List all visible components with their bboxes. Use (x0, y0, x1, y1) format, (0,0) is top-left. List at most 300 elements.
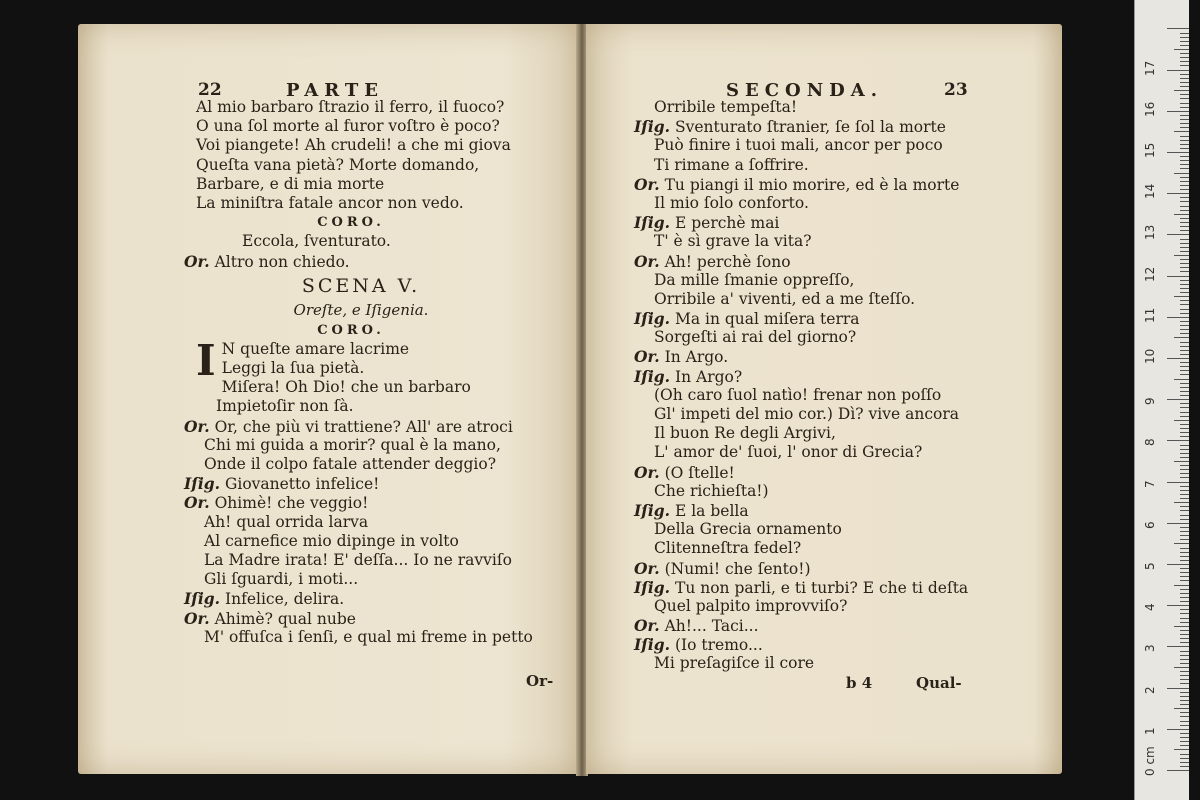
right-text-block (634, 98, 1054, 674)
line-text: N queſte amare lacrime (221, 339, 410, 358)
coro-line: Eccola, ſventurato. (242, 232, 391, 251)
ruler-tick (1180, 766, 1189, 767)
ruler-tick (1180, 613, 1189, 614)
line-text: Ah! qual orrida larva (204, 512, 369, 531)
dialogue-line (634, 290, 1054, 309)
ruler-tick (1180, 127, 1189, 128)
ruler-label: 1 (1143, 727, 1157, 735)
dialogue-line (634, 559, 1054, 578)
text-line (196, 117, 566, 136)
ruler-tick (1180, 601, 1189, 602)
speaker-label: Or. (634, 462, 660, 482)
ruler-tick (1180, 432, 1189, 433)
ruler-tick (1180, 745, 1189, 746)
line-text: Da mille ſmanie oppreſſo, (654, 270, 855, 289)
dialogue-line (634, 175, 1054, 194)
dialogue-line (634, 539, 1054, 558)
ruler-tick (1167, 770, 1189, 771)
ruler-tick (1167, 70, 1189, 71)
ruler-tick (1180, 465, 1189, 466)
ruler-tick (1180, 86, 1189, 87)
ruler-tick (1180, 362, 1189, 363)
ruler-tick (1180, 333, 1189, 334)
ruler-tick (1180, 548, 1189, 549)
dialogue-line (634, 424, 1054, 443)
line-text: Quel palpito improvviſo? (654, 596, 848, 615)
line-text: Mi preſagiſce il core (654, 654, 815, 673)
line-text: Or, che più vi trattiene? All' are atroci (214, 417, 513, 436)
ruler-label: 9 (1143, 397, 1157, 406)
dialogue-line (184, 513, 566, 532)
ruler-tick (1180, 589, 1189, 590)
ruler-tick (1174, 543, 1189, 544)
dialogue-line (184, 628, 566, 647)
dialogue-line (634, 405, 1054, 424)
ruler-tick (1167, 482, 1189, 483)
ruler-tick (1174, 502, 1189, 503)
ruler-tick (1180, 704, 1189, 705)
line-text: Leggi la ſua pietà. (221, 359, 365, 378)
ruler-tick (1174, 255, 1189, 256)
line-text: Sventurato ſtranier, ſe ſol la morte (674, 118, 946, 137)
dialogue-line (634, 117, 1054, 136)
ruler-tick (1180, 239, 1189, 240)
speaker-label: Iſig. (634, 500, 671, 520)
line-text: O una ſol morte al furor voſtro è poco? (196, 117, 500, 136)
ruler-tick (1174, 90, 1189, 91)
left-dialogue (184, 417, 566, 647)
ruler-tick (1180, 263, 1189, 264)
ruler-tick (1180, 453, 1189, 454)
line-text: Ahimè? qual nube (214, 609, 356, 628)
ruler-tick (1180, 634, 1189, 635)
ruler-tick (1180, 82, 1189, 83)
dialogue-line (634, 443, 1054, 462)
ruler-tick (1180, 168, 1189, 169)
left-page (78, 24, 578, 774)
line-text: Impietoſir non ſà. (216, 397, 354, 416)
ruler-tick (1180, 679, 1189, 680)
ruler-tick (1180, 288, 1189, 289)
speaker-label: Or. (634, 616, 660, 636)
ruler-tick (1180, 115, 1189, 116)
dialogue-line (184, 589, 566, 608)
ruler-tick (1174, 131, 1189, 132)
dialogue-line (184, 551, 566, 570)
dialogue-line (634, 578, 1054, 597)
ruler-tick (1180, 671, 1189, 672)
ruler-tick (1180, 53, 1189, 54)
speaker-label: Or. (184, 251, 210, 271)
dialogue-line (634, 616, 1054, 635)
ruler-tick (1180, 737, 1189, 738)
ruler-tick (1180, 210, 1189, 211)
ruler-label: 7 (1143, 479, 1157, 488)
left-verse-lines (196, 98, 566, 213)
ruler-tick (1180, 733, 1189, 734)
ruler-tick (1180, 119, 1189, 120)
line-text: Ma in qual miſera terra (674, 310, 860, 329)
ruler-tick (1180, 74, 1189, 75)
ruler-tick (1167, 152, 1189, 153)
right-page-number: 23 (944, 80, 968, 100)
ruler-tick (1180, 218, 1189, 219)
line-text: Il buon Re degli Argivi, (654, 424, 836, 443)
ruler-tick (1174, 585, 1189, 586)
ruler-tick (1180, 280, 1189, 281)
speech-line (184, 252, 566, 271)
ruler-tick (1180, 251, 1189, 252)
ruler-label: 3 (1143, 644, 1157, 653)
ruler-tick (1180, 350, 1189, 351)
ruler-tick (1174, 296, 1189, 297)
line-text: Ah!... Taci... (664, 617, 759, 636)
dialogue-line (184, 455, 566, 474)
text-line (196, 98, 566, 117)
ruler-tick (1180, 449, 1189, 450)
dialogue-line (634, 213, 1054, 232)
ruler-tick (1167, 234, 1189, 235)
ruler-tick (1180, 469, 1189, 470)
ruler-tick (1174, 749, 1189, 750)
ruler-tick (1180, 197, 1189, 198)
ruler-tick (1180, 98, 1189, 99)
ruler-tick (1180, 395, 1189, 396)
line-text: Al mio barbaro ſtrazio il ferro, il fuoco? (196, 98, 505, 116)
ruler-tick (1180, 642, 1189, 643)
speech-text: Altro non chiedo. (214, 252, 350, 271)
speaker-label: Or. (634, 558, 660, 578)
dialogue-line (634, 232, 1054, 251)
left-catchword: Or- (526, 672, 554, 690)
speaker-label: Or. (634, 251, 660, 271)
verse-block (196, 335, 566, 417)
ruler-tick (1180, 300, 1189, 301)
speaker-label: Iſig. (634, 635, 671, 655)
ruler-tick (1180, 683, 1189, 684)
line-text: La Madre irata! E' deſſa... Io ne ravviſo (204, 550, 512, 569)
ruler-tick (1180, 321, 1189, 322)
ruler-tick (1180, 61, 1189, 62)
speaker-label: Iſig. (634, 117, 671, 137)
ruler-tick (1180, 494, 1189, 495)
ruler-label: 10 (1143, 348, 1157, 364)
ruler-tick (1180, 136, 1189, 137)
ruler-tick (1174, 49, 1189, 50)
ruler-tick (1167, 688, 1189, 689)
text-line (196, 397, 566, 416)
line-text: In Argo. (664, 348, 729, 367)
dialogue-line (634, 635, 1054, 654)
ruler-tick (1180, 609, 1189, 610)
dialogue-line (634, 309, 1054, 328)
ruler-tick (1180, 519, 1189, 520)
dialogue-line (634, 654, 1054, 673)
line-text: Sorgeſti ai rai del giorno? (654, 328, 857, 347)
line-text: E la bella (674, 501, 749, 520)
line-text: Può finire i tuoi mali, ancor per poco (654, 136, 943, 155)
ruler-tick (1180, 284, 1189, 285)
ruler-label: 4 (1143, 603, 1157, 612)
dialogue-line (184, 532, 566, 551)
ruler-tick (1180, 57, 1189, 58)
ruler-tick (1180, 473, 1189, 474)
ruler-tick (1180, 572, 1189, 573)
ruler-tick (1180, 41, 1189, 42)
ruler-label: 8 (1143, 438, 1157, 447)
line-text: T' è sì grave la vita? (654, 232, 812, 251)
ruler-tick (1180, 374, 1189, 375)
line-text: Gli ſguardi, i moti... (204, 570, 359, 589)
line-text: In Argo? (674, 367, 743, 386)
line-text: Ah! perchè ſono (664, 252, 791, 271)
line-text: Miſera! Oh Dio! che un barbaro (221, 378, 471, 397)
ruler-label: 17 (1143, 60, 1157, 76)
line-text: Voi piangete! Ah crudeli! a che mi giova (196, 136, 511, 155)
speaker-label: Iſig. (634, 213, 671, 233)
line-text: Chi mi guida a morir? qual è la mano, (204, 435, 501, 454)
ruler-tick (1180, 94, 1189, 95)
text-line (196, 340, 566, 359)
dialogue-line (184, 493, 566, 512)
ruler-tick (1180, 721, 1189, 722)
ruler-tick (1180, 45, 1189, 46)
ruler-tick (1180, 597, 1189, 598)
line-text: Giovanetto infelice! (224, 475, 380, 494)
ruler-tick (1174, 337, 1189, 338)
ruler-tick (1174, 379, 1189, 380)
ruler-tick (1180, 716, 1189, 717)
ruler-tick (1180, 618, 1189, 619)
signature-mark: b 4 (846, 674, 873, 692)
ruler-tick (1180, 498, 1189, 499)
ruler-tick (1180, 622, 1189, 623)
ruler-tick (1180, 576, 1189, 577)
ruler-tick (1180, 243, 1189, 244)
ruler-tick (1174, 214, 1189, 215)
ruler-tick (1180, 490, 1189, 491)
line-text: Tu non parli, e ti turbi? E che ti deſta (674, 578, 969, 597)
dialogue-line (634, 367, 1054, 386)
ruler-tick (1180, 762, 1189, 763)
speaker-label: Or. (634, 174, 660, 194)
coro-label: CORO. (317, 215, 385, 231)
line-text: E perchè mai (674, 214, 780, 233)
ruler-tick (1180, 663, 1189, 664)
ruler-tick (1180, 271, 1189, 272)
left-running-header: PARTE (286, 80, 384, 101)
ruler-tick (1180, 416, 1189, 417)
open-book (78, 24, 1064, 780)
line-text: Ti rimane a ſoffrire. (654, 155, 809, 174)
coro-label-2: CORO. (317, 322, 385, 338)
ruler-label: 14 (1143, 183, 1157, 200)
ruler-tick (1180, 222, 1189, 223)
dialogue-line (184, 417, 566, 436)
ruler-tick (1174, 420, 1189, 421)
line-text: Clitenneſtra fedel? (654, 539, 802, 558)
ruler-tick (1180, 445, 1189, 446)
ruler-tick (1180, 247, 1189, 248)
dialogue-line (634, 520, 1054, 539)
ruler-label: 16 (1143, 101, 1157, 117)
speaker-label: Iſig. (634, 309, 671, 329)
ruler-tick (1180, 659, 1189, 660)
ruler-tick (1180, 107, 1189, 108)
line-text: Onde il colpo fatale attender deggio? (204, 455, 497, 473)
ruler-tick (1180, 325, 1189, 326)
ruler-tick (1180, 638, 1189, 639)
ruler-tick (1180, 531, 1189, 532)
scene-characters: Oreſte, e Iſigenia. (293, 300, 429, 319)
ruler-tick (1180, 354, 1189, 355)
dialogue-line (634, 463, 1054, 482)
dialogue-line (634, 156, 1054, 175)
ruler-label: 2 (1143, 685, 1157, 694)
ruler-tick (1180, 140, 1189, 141)
text-line (196, 378, 566, 397)
ruler-tick (1180, 712, 1189, 713)
line-text: Della Grecia ornamento (654, 520, 842, 539)
ruler-tick (1180, 515, 1189, 516)
left-text-block (184, 98, 566, 647)
ruler-tick (1180, 164, 1189, 165)
ruler-tick (1180, 556, 1189, 557)
text-line (196, 136, 566, 155)
right-dialogue (634, 98, 1054, 674)
ruler-tick (1180, 696, 1189, 697)
ruler-tick (1167, 399, 1189, 400)
ruler-tick (1180, 370, 1189, 371)
line-text: Gl' impeti del mio cor.) Dì? vive ancora (654, 405, 959, 423)
text-line (196, 194, 566, 213)
dialogue-line (184, 609, 566, 628)
ruler-label: 5 (1143, 562, 1157, 570)
measurement-ruler (1134, 0, 1189, 800)
ruler-tick (1180, 651, 1189, 652)
ruler-tick (1167, 605, 1189, 606)
ruler-tick (1180, 407, 1189, 408)
ruler-tick (1180, 346, 1189, 347)
ruler-tick (1180, 593, 1189, 594)
ruler-tick (1180, 477, 1189, 478)
line-text: Al carnefice mio dipinge in volto (204, 531, 459, 550)
ruler-tick (1180, 675, 1189, 676)
ruler-tick (1180, 123, 1189, 124)
ruler-tick (1180, 181, 1189, 182)
ruler-tick (1180, 313, 1189, 314)
ruler-tick (1180, 185, 1189, 186)
ruler-tick (1180, 424, 1189, 425)
ruler-tick (1180, 65, 1189, 66)
right-page (586, 24, 1062, 774)
ruler-tick (1180, 552, 1189, 553)
ruler-tick (1180, 568, 1189, 569)
ruler-tick (1180, 230, 1189, 231)
ruler-tick (1180, 366, 1189, 367)
line-text: M' offuſca i ſenſi, e qual mi freme in petto (204, 627, 533, 646)
line-text: (Oh caro ſuol natìo! frenar non poſſo (654, 385, 942, 404)
ruler-tick (1180, 383, 1189, 384)
line-text: (Io tremo... (674, 636, 763, 655)
ruler-label: 6 (1143, 521, 1157, 529)
ruler-tick (1167, 646, 1189, 647)
dialogue-line (184, 474, 566, 493)
speaker-label: Or. (634, 347, 660, 367)
ruler-tick (1174, 708, 1189, 709)
ruler-tick (1180, 506, 1189, 507)
right-catchword: Qual- (916, 674, 962, 692)
dialogue-line (634, 347, 1054, 366)
ruler-tick (1167, 440, 1189, 441)
dialogue-line (634, 98, 1054, 117)
ruler-tick (1180, 436, 1189, 437)
ruler-tick (1180, 457, 1189, 458)
ruler-tick (1180, 486, 1189, 487)
ruler-tick (1180, 267, 1189, 268)
ruler-tick (1180, 428, 1189, 429)
ruler-tick (1174, 461, 1189, 462)
ruler-tick (1180, 33, 1189, 34)
right-running-header: SECONDA. (726, 80, 884, 101)
ruler-tick (1180, 156, 1189, 157)
speaker-label: Iſig. (184, 589, 221, 609)
ruler-tick (1167, 28, 1189, 29)
ruler-tick (1180, 148, 1189, 149)
ruler-label: 12 (1143, 266, 1157, 282)
speaker-label: Iſig. (184, 474, 221, 494)
ruler-tick (1180, 580, 1189, 581)
ruler-tick (1180, 510, 1189, 511)
ruler-tick (1180, 387, 1189, 388)
line-text: (O ſtelle! (664, 463, 735, 482)
line-text: Che richieſta!) (654, 481, 769, 500)
speaker-label: Or. (184, 608, 210, 628)
ruler-tick (1180, 304, 1189, 305)
ruler-tick (1180, 160, 1189, 161)
ruler-tick (1167, 276, 1189, 277)
ruler-tick (1180, 292, 1189, 293)
line-text: Queſta vana pietà? Morte domando, (196, 155, 480, 174)
text-line (196, 156, 566, 175)
ruler-tick (1180, 535, 1189, 536)
ruler-tick (1180, 412, 1189, 413)
drop-cap: I (196, 335, 216, 385)
ruler-tick (1167, 111, 1189, 112)
dialogue-line (634, 482, 1054, 501)
ruler-tick (1180, 177, 1189, 178)
ruler-tick (1180, 539, 1189, 540)
ruler-tick (1180, 692, 1189, 693)
dialogue-line (634, 252, 1054, 271)
text-line (196, 175, 566, 194)
ruler-tick (1180, 226, 1189, 227)
ruler-label: 15 (1143, 142, 1157, 158)
ruler-tick (1167, 523, 1189, 524)
ruler-tick (1180, 560, 1189, 561)
ruler-tick (1180, 342, 1189, 343)
line-text: Infelice, delira. (224, 590, 345, 609)
speaker-label: Iſig. (634, 366, 671, 386)
ruler-tick (1180, 206, 1189, 207)
ruler-tick (1180, 329, 1189, 330)
dialogue-line (634, 501, 1054, 520)
verse-lines (196, 335, 566, 417)
ruler-tick (1180, 201, 1189, 202)
line-text: Il mio ſolo conforto. (654, 193, 809, 212)
line-text: Orribile a' viventi, ed a me ſteſſo. (654, 289, 916, 308)
ruler-tick (1167, 317, 1189, 318)
